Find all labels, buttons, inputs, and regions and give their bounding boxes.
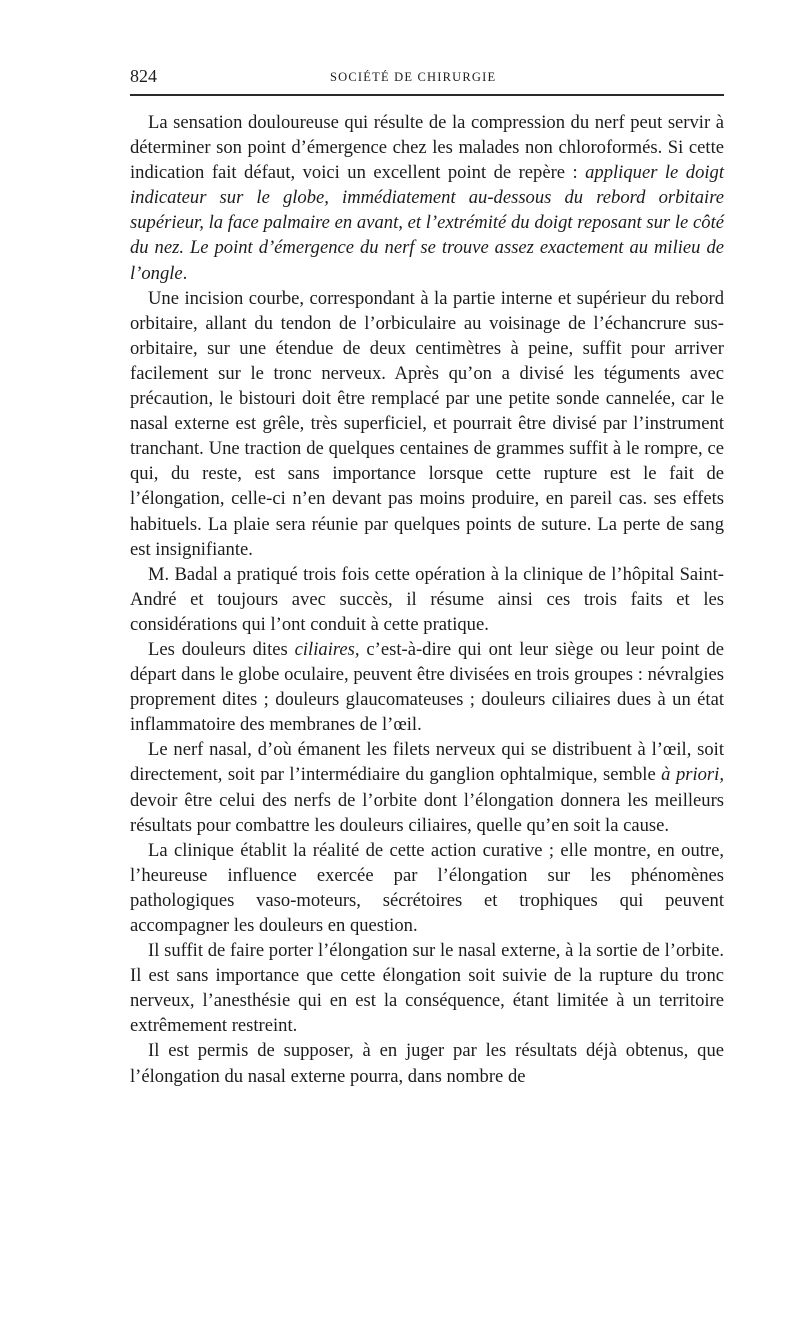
paragraph (130, 562, 724, 637)
running-title: SOCIÉTÉ DE CHIRURGIE (330, 70, 497, 84)
paragraph (130, 286, 724, 562)
book-page (130, 60, 724, 1089)
paragraph-text: Une incision courbe, correspondant à la partie interne et supérieur du rebord orbitaire, allant du tendon de l’orbiculaire au voisinage de l’échancrure sus-orbitaire, sur une étendue de deux centimètres à peine, suffit pour arriver facilement sur le tronc nerveux. Après qu’on a divisé les téguments avec précaution, le bistouri doit être remplacé par une petite sonde cannelée, car le nasal externe est grêle, très superficiel, et pourrait être divisé par l’instrument tranchant. Une traction de quelques centaines de grammes suffit à le rompre, ce qui, du reste, est sans importance lorsque cette rupture est le fait de l’élongation, celle-ci n’en devant pas moins produire, en pareil cas. ses effets habituels. La plaie sera réunie par quelques points de suture. La perte de sang est insignifiante. (130, 287, 724, 560)
paragraph (130, 110, 724, 286)
paragraph-text: Les douleurs dites (148, 638, 295, 660)
italic-text: à priori, (661, 764, 724, 786)
paragraph (130, 637, 724, 737)
running-header (130, 60, 724, 96)
paragraph-text: Il suffit de faire porter l’élongation sur le nasal externe, à la sortie de l’orbite. Il est sans importance que cette élongation soit suivie de la rupture du tronc nerveux, l’anesthésie qui en est la conséquence, étant limitée à un territoire extrêmement restreint. (130, 940, 724, 1037)
paragraph-text: Le nerf nasal, d’où émanent les filets nerveux qui se distribuent à l’œil, soit directement, soit par l’intermédiaire du ganglion ophtalmique, semble (130, 739, 724, 786)
paragraph (130, 838, 724, 938)
paragraph-text: La sensation douloureuse qui résulte de la compression du nerf peut servir à déterminer son point d’émergence chez les malades non chloroformés. Si cette indication fait défaut, voici un excellent point de repère : (130, 112, 724, 184)
italic-text: ciliaires, (294, 638, 360, 660)
body-text (130, 110, 724, 1089)
paragraph-text: La clinique établit la réalité de cette action curative ; elle montre, en outre, l’heureuse influence exercée par l’élongation sur les phénomènes pathologiques vaso-moteurs, sécrétoires et trophiques qui peuvent accompagner les douleurs en question. (130, 839, 724, 936)
paragraph-text: c’est-à-dire qui ont leur siège ou leur point de départ dans le globe oculaire, peuvent être divisées en trois groupes : névralgies proprement dites ; douleurs glaucomateuses ; douleurs ciliaires dues à un état inflammatoire des membranes de l’œil. (130, 638, 724, 736)
paragraph-text: Il est permis de supposer, à en juger par les résultats déjà obtenus, que l’élongation du nasal externe pourra, dans nombre de (130, 1040, 724, 1087)
paragraph (130, 1038, 724, 1088)
italic-text: appliquer le doigt indicateur sur le globe, immédiatement au-dessous du rebord orbitaire supérieur, la face palmaire en avant, et l’extrémité du doigt reposant sur le côté du nez. Le point d’émergence du nerf se trouve assez exactement au milieu de l’ongle (130, 162, 724, 284)
paragraph (130, 737, 724, 837)
paragraph-text: devoir être celui des nerfs de l’orbite dont l’élongation donnera les meilleurs résultats pour combattre les douleurs ciliaires, quelle qu’en soit la cause. (130, 789, 724, 836)
paragraph-text: M. Badal a pratiqué trois fois cette opération à la clinique de l’hôpital Saint-André et toujours avec succès, il résume ainsi ces trois faits et les considérations qui l’ont conduit à cette pratique. (130, 563, 724, 635)
paragraph (130, 938, 724, 1038)
paragraph-text: . (182, 262, 188, 284)
page-number: 824 (130, 66, 157, 86)
